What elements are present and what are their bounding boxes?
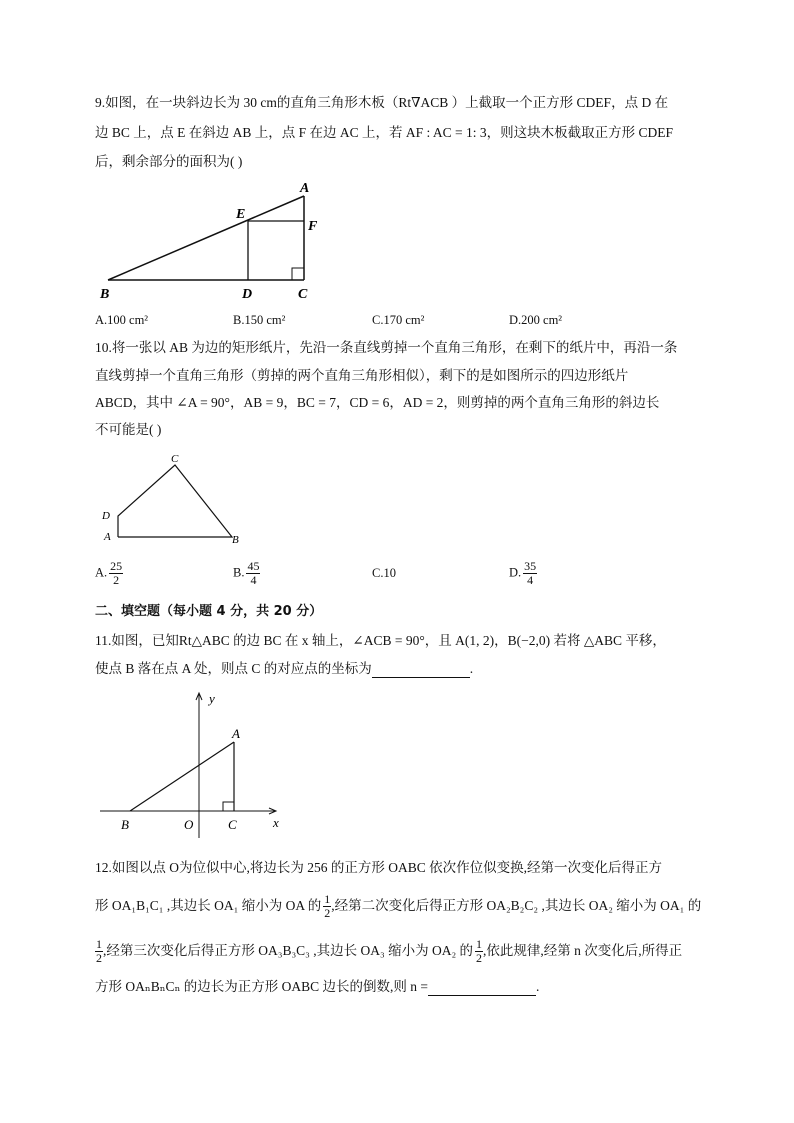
q9-figure (90, 175, 330, 305)
q9-label-B: B (100, 287, 110, 302)
q10-option-a: A. $\frac{25}{2}$ (95, 559, 123, 587)
q10-line-1: 10.将一张以 AB 为边的矩形纸片，先沿一条直线剪掉一个直角三角形，在剩下的纸片中，再沿一条 (95, 340, 678, 355)
q9-label-E: E (236, 207, 246, 222)
q9-label-A: A (300, 181, 310, 196)
q11-figure (95, 690, 295, 840)
q11-label-B: B (121, 817, 129, 832)
q9-label-D: D (242, 287, 253, 302)
q11-segment-BA (130, 742, 234, 811)
q10-option-b: B. $\frac{45}{4}$ (233, 559, 260, 587)
q12-line-2: 形 OA₁B₁C₁ ,其边长 OA₁ 缩小为 OA 的 $\frac{1}{2}$ ,经第二次变化后得正方形 OA₂B₂C₂ ,其边长 OA₂ 缩小为 OA₁ 的 (95, 892, 702, 921)
q10-line-2: 直线剪掉一个直角三角形（剪掉的两个直角三角形相似），剩下的是如图所示的四边形纸片 (95, 368, 629, 383)
q12-answer-blank[interactable] (428, 981, 536, 996)
q11-label-C: C (228, 817, 237, 832)
q9-option-a: A.100 cm² (95, 313, 149, 327)
q10-label-D: D (102, 510, 110, 522)
section-2-heading: 二、填空题（每小题 4 分，共 20 分） (95, 604, 323, 619)
q10-option-d: D. $\frac{35}{4}$ (509, 559, 537, 587)
q12-line-4: 方形 OAₙBₙCₙ 的边长为正方形 OABC 边长的倒数,则 n = . (95, 979, 540, 994)
q11-label-A: A (232, 726, 240, 741)
q11-label-y: y (209, 691, 215, 706)
q9-option-d: D.200 cm² (509, 313, 563, 327)
q11-right-angle-mark (223, 802, 234, 811)
q9-label-F: F (308, 219, 318, 234)
q10-figure (95, 450, 255, 550)
q10-quadrilateral-ABCD (118, 465, 232, 537)
q9-option-b: B.150 cm² (233, 313, 286, 327)
q11-answer-blank[interactable] (372, 663, 470, 678)
q12-line-3: $\frac{1}{2}$ ,经第三次变化后得正方形 OA₃B₃C₃ ,其边长 OA₃ 缩小为 OA₂ 的 $\frac{1}{2}$ ,依此规律,经第 n 次变化后,所得正 (96, 937, 683, 966)
q11-line-2: 使点 B 落在点 A 处，则点 C 的对应点的坐标为 . (95, 661, 474, 676)
q11-label-x: x (273, 815, 279, 830)
q9-right-angle-mark (292, 268, 304, 280)
q9-line-1: 9.如图，在一块斜边长为 30 cm的直角三角形木板（Rt∇ACB ）上截取一个正方形 CDEF，点 D 在 (95, 95, 669, 110)
q10-line-4: 不可能是( ) (95, 422, 162, 437)
q9-line-2: 边 BC 上，点 E 在斜边 AB 上，点 F 在边 AC 上，若 AF : AC = 1: 3，则这块木板截取正方形 CDEF (95, 125, 674, 140)
q9-line-3: 后，剩余部分的面积为( ) (95, 154, 243, 169)
q10-label-B: B (232, 534, 239, 546)
q10-option-c: C.10 (372, 566, 396, 580)
q9-label-C: C (298, 287, 308, 302)
q9-segment-BA (108, 196, 304, 280)
q10-label-C: C (171, 453, 179, 465)
q9-option-c: C.170 cm² (372, 313, 425, 327)
q12-line-1: 12.如图以点 O为位似中心,将边长为 256 的正方形 OABC 依次作位似变换,经第一次变化后得正方 (95, 860, 663, 875)
q10-line-3: ABCD，其中 ∠A = 90°，AB = 9，BC = 7，CD = 6，AD = 2，则剪掉的两个直角三角形的斜边长 (95, 395, 660, 410)
q11-line-1: 11.如图，已知Rt△ABC 的边 BC 在 x 轴上，∠ACB = 90°，且 A(1, 2)，B(−2,0) 若将 △ABC 平移， (95, 633, 666, 648)
q11-label-O: O (184, 817, 194, 832)
q10-label-A: A (104, 531, 111, 543)
